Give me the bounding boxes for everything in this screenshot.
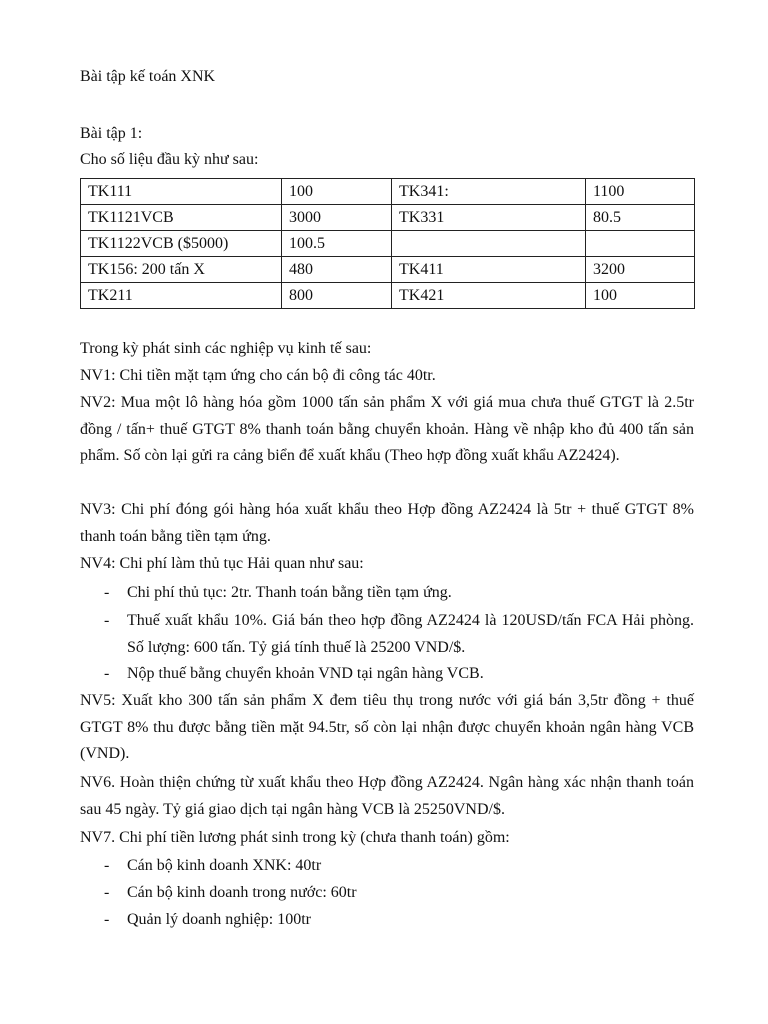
table-cell: TK211 (81, 283, 282, 309)
nv7-item: Quản lý doanh nghiệp: 100tr (127, 911, 311, 928)
nv4-item: Chi phí thủ tục: 2tr. Thanh toán bằng tiền tạm ứng. (127, 584, 452, 601)
transaction-nv3: NV3: Chi phí đóng gói hàng hóa xuất khẩu theo Hợp đồng AZ2424 là 5tr + thuế GTGT 8% thanh toán bằng tiền tạm ứng. (80, 501, 694, 545)
nv4-item: Nộp thuế bằng chuyển khoản VND tại ngân hàng VCB. (127, 665, 484, 682)
table-cell: TK156: 200 tấn X (81, 257, 282, 283)
nv4-item: Thuế xuất khẩu 10%. Giá bán theo hợp đồng AZ2424 là 120USD/tấn FCA Hải phòng. Số lượng: 600 tấn. Tỷ giá tính thuế là 25200 VND/$. (127, 612, 694, 656)
table-cell: TK111 (81, 179, 282, 205)
table-cell (586, 231, 695, 257)
table-cell: 3200 (586, 257, 695, 283)
transaction-nv1: NV1: Chi tiền mặt tạm ứng cho cán bộ đi công tác 40tr. (80, 367, 436, 384)
document-title: Bài tập kế toán XNK (80, 68, 216, 85)
transaction-nv7: NV7. Chi phí tiền lương phát sinh trong kỳ (chưa thanh toán) gồm: (80, 829, 510, 846)
table-cell: 100.5 (282, 231, 392, 257)
table-row (81, 179, 695, 205)
transactions-lead: Trong kỳ phát sinh các nghiệp vụ kinh tế sau: (80, 340, 372, 357)
bullet-marker: - (104, 884, 110, 901)
opening-balance-table (80, 178, 695, 309)
exercise-intro: Cho số liệu đầu kỳ như sau: (80, 151, 259, 168)
transaction-nv2: NV2: Mua một lô hàng hóa gồm 1000 tấn sản phẩm X với giá mua chưa thuế GTGT là 2.5tr đồng / tấn+ thuế GTGT 8% thanh toán bằng chuyển khoản. Hàng về nhập kho đủ 400 tấn sản phẩm. Số còn lại gửi ra cảng biển để xuất khẩu (Theo hợp đồng xuất khẩu AZ2424). (80, 394, 694, 464)
table-row (81, 205, 695, 231)
exercise-heading: Bài tập 1: (80, 125, 143, 142)
table-cell: 1100 (586, 179, 695, 205)
transaction-nv5: NV5: Xuất kho 300 tấn sản phẩm X đem tiêu thụ trong nước với giá bán 3,5tr đồng + thuế GTGT 8% thu được bằng tiền mặt 94.5tr, số còn lại nhận được chuyển khoản ngân hàng VCB (VND). (80, 692, 694, 762)
bullet-marker: - (104, 911, 110, 928)
bullet-marker: - (104, 665, 110, 682)
table-cell: 800 (282, 283, 392, 309)
table-row (81, 231, 695, 257)
table-cell: 3000 (282, 205, 392, 231)
table-cell: TK341: (392, 179, 586, 205)
table-cell: TK331 (392, 205, 586, 231)
bullet-marker: - (104, 612, 110, 629)
bullet-marker: - (104, 584, 110, 601)
table-row (81, 283, 695, 309)
table-cell: TK1122VCB ($5000) (81, 231, 282, 257)
table-cell: 100 (586, 283, 695, 309)
table-row (81, 257, 695, 283)
table-cell: TK411 (392, 257, 586, 283)
table-cell: 480 (282, 257, 392, 283)
bullet-marker: - (104, 857, 110, 874)
table-cell: TK421 (392, 283, 586, 309)
table-cell: 80.5 (586, 205, 695, 231)
table-cell: 100 (282, 179, 392, 205)
transaction-nv4: NV4: Chi phí làm thủ tục Hải quan như sau: (80, 555, 364, 572)
transaction-nv6: NV6. Hoàn thiện chứng từ xuất khẩu theo Hợp đồng AZ2424. Ngân hàng xác nhận thanh toán sau 45 ngày. Tỷ giá giao dịch tại ngân hàng VCB là 25250VND/$. (80, 774, 694, 818)
table-cell: TK1121VCB (81, 205, 282, 231)
nv7-item: Cán bộ kinh doanh XNK: 40tr (127, 857, 322, 874)
nv7-item: Cán bộ kinh doanh trong nước: 60tr (127, 884, 357, 901)
table-cell (392, 231, 586, 257)
